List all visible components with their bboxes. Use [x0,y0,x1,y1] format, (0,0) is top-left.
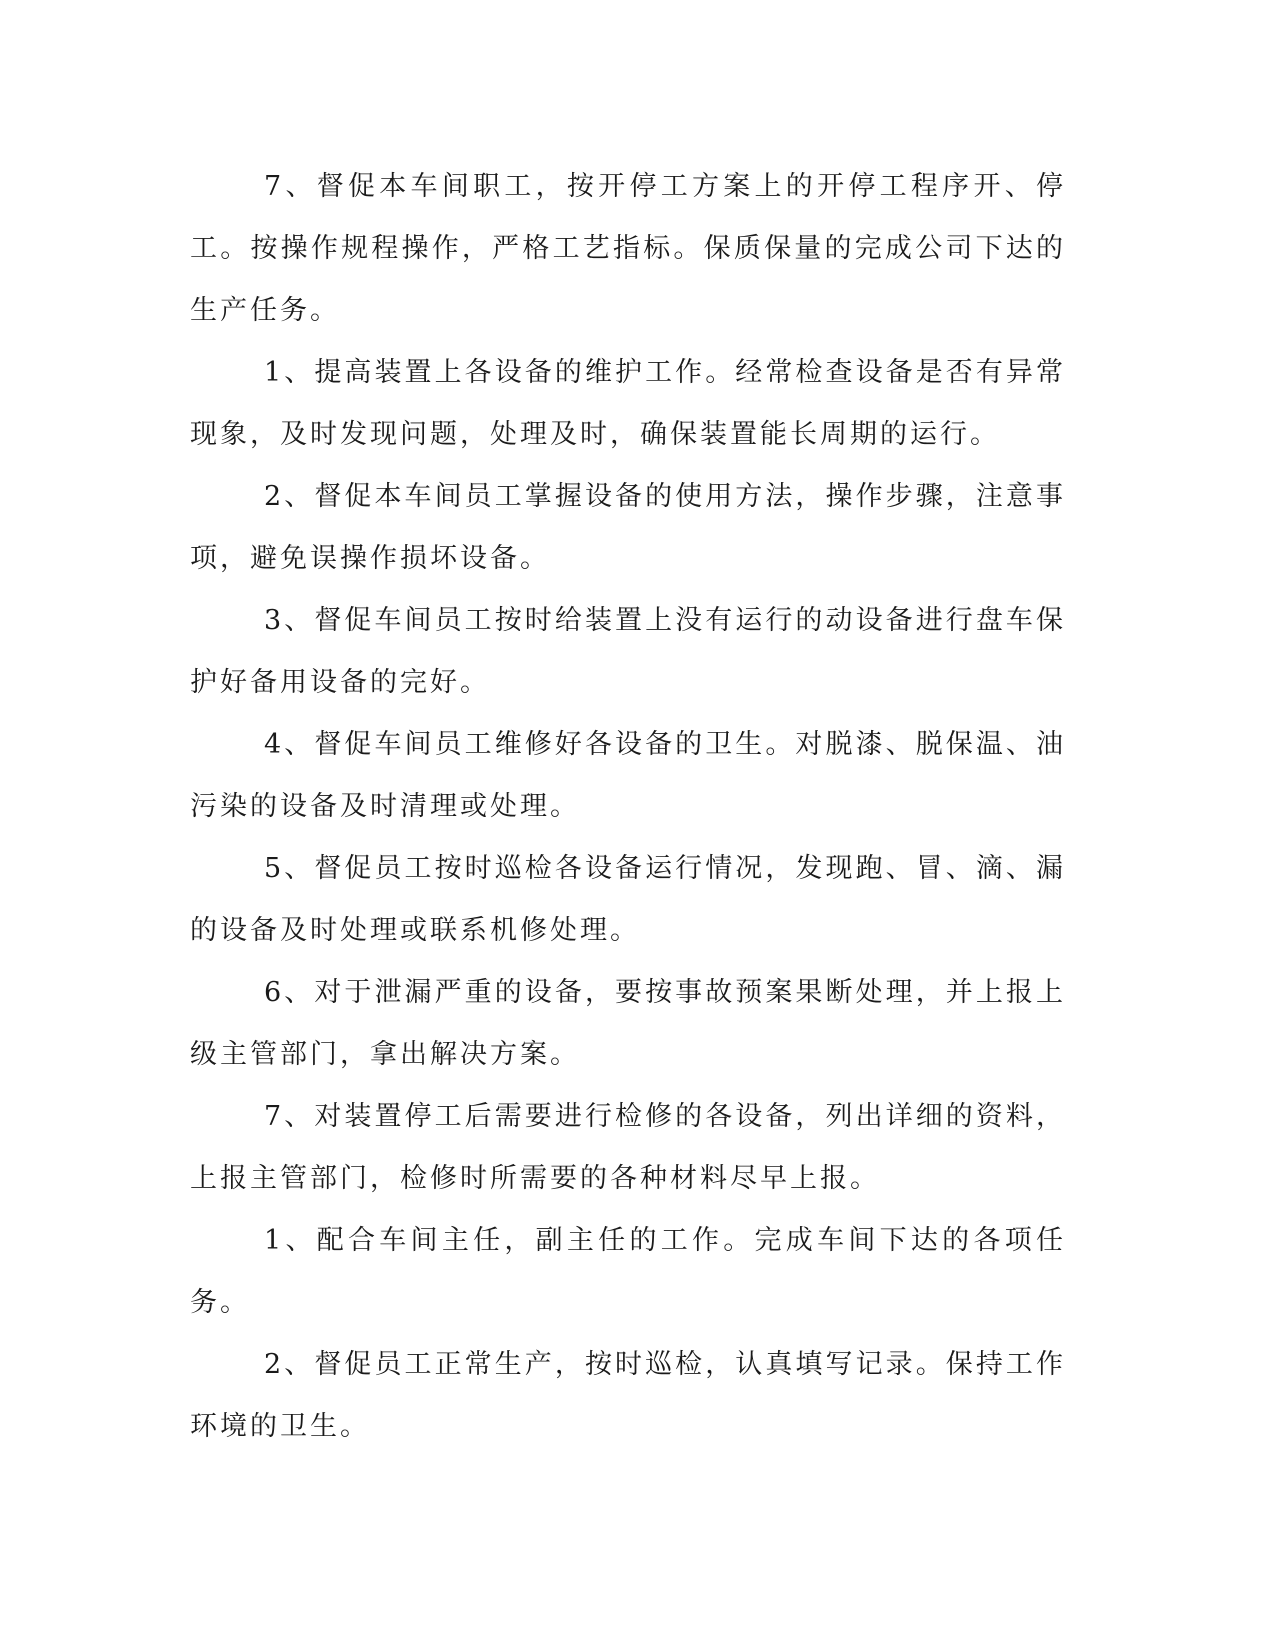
document-body [190,156,1066,1458]
paragraph-2: 1、提高装置上各设备的维护工作。经常检查设备是否有异常现象，及时发现问题，处理及时，确保装置能长周期的运行。 [190,357,1066,450]
paragraph-8: 7、对装置停工后需要进行检修的各设备，列出详细的资料，上报主管部门，检修时所需要的各种材料尽早上报。 [190,1101,1066,1194]
paragraph-1: 7、督促本车间职工，按开停工方案上的开停工程序开、停工。按操作规程操作，严格工艺指标。保质保量的完成公司下达的生产任务。 [190,171,1066,326]
paragraph-7: 6、对于泄漏严重的设备，要按事故预案果断处理，并上报上级主管部门，拿出解决方案。 [190,977,1066,1070]
paragraph-9: 1、配合车间主任，副主任的工作。完成车间下达的各项任务。 [190,1225,1066,1318]
paragraph-3: 2、督促本车间员工掌握设备的使用方法，操作步骤，注意事项，避免误操作损坏设备。 [190,481,1066,574]
paragraph-10: 2、督促员工正常生产，按时巡检，认真填写记录。保持工作环境的卫生。 [190,1349,1066,1442]
paragraph-5: 4、督促车间员工维修好各设备的卫生。对脱漆、脱保温、油污染的设备及时清理或处理。 [190,729,1066,822]
paragraph-6: 5、督促员工按时巡检各设备运行情况，发现跑、冒、滴、漏的设备及时处理或联系机修处理。 [190,853,1066,946]
paragraph-4: 3、督促车间员工按时给装置上没有运行的动设备进行盘车保护好备用设备的完好。 [190,605,1066,698]
